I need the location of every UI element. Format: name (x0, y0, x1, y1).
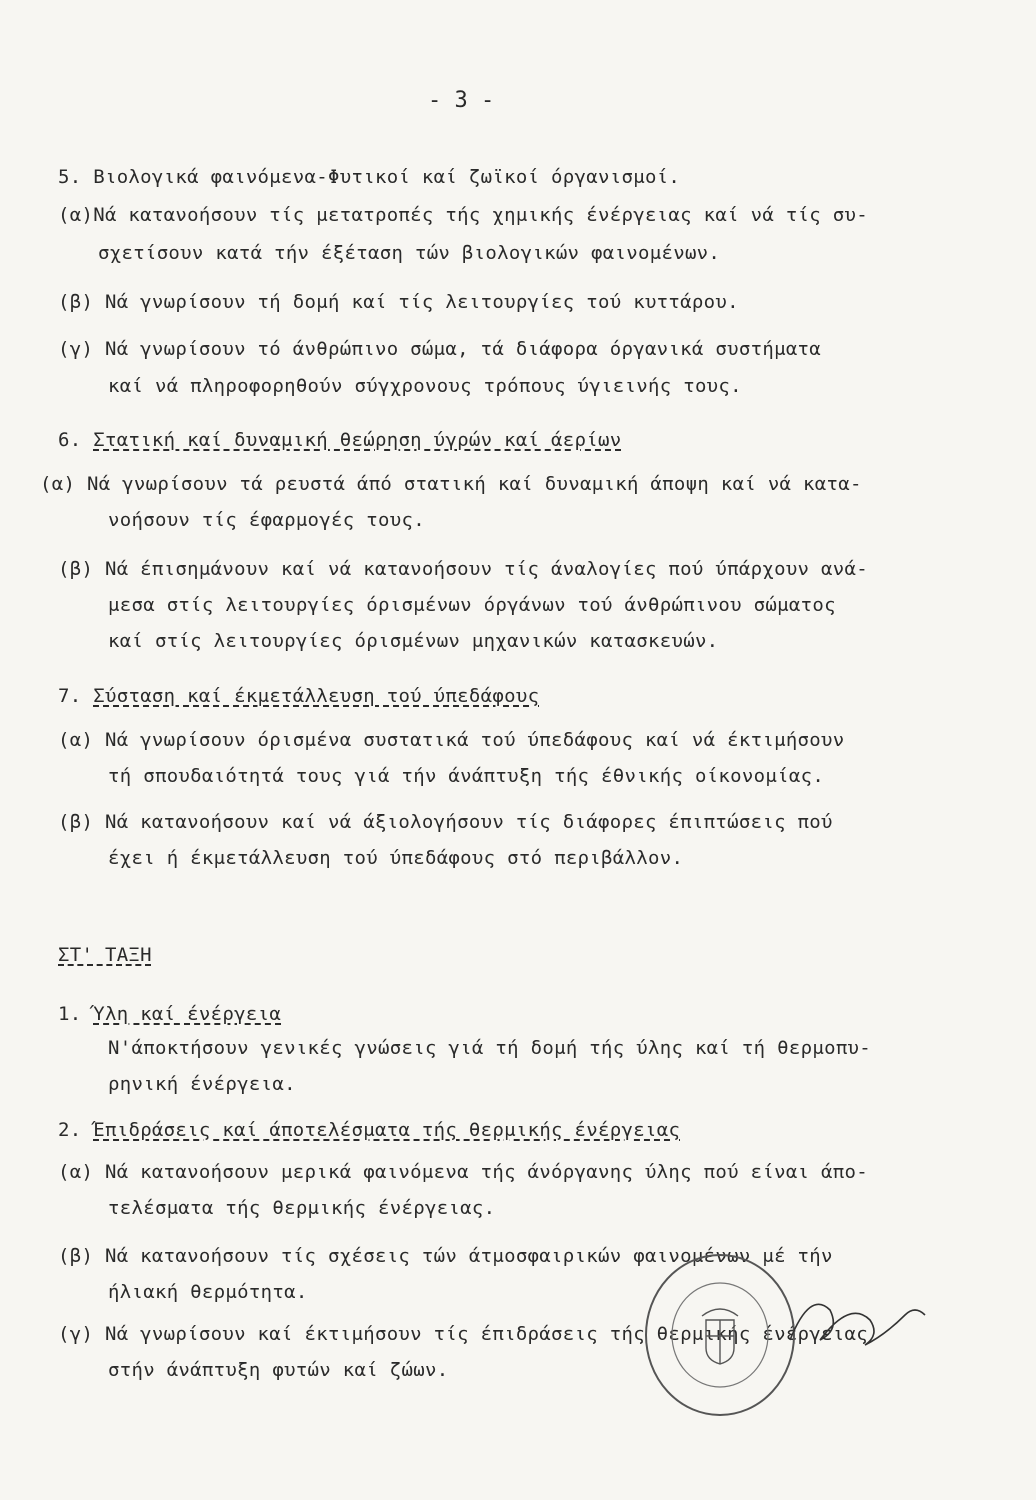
section-6-item-b-line2: μεσα στίς λειτουργίες όρισμένων όργάνων τού άνθρώπινου σώματος (108, 594, 836, 616)
section-7-heading: 7. Σύσταση καί έκμετάλλευση τού ύπεδάφους (58, 685, 540, 707)
section-7-item-a-line1: (α) Νά γνωρίσουν όρισμένα συστατικά τού ύπεδάφους καί νά έκτιμήσουν (58, 729, 845, 751)
section-5-item-c-line1: (γ) Νά γνωρίσουν τό άνθρώπινο σώμα, τά διάφορα όργανικά συστήματα (58, 338, 822, 360)
grade-section-2-item-a-line2: τελέσματα τής θερμικής ένέργειας. (108, 1197, 496, 1219)
section-5-heading: 5. Βιολογικά φαινόμενα-Φυτικοί καί ζωϊκοί όργανισμοί. (58, 166, 681, 188)
section-6-item-a-line1: (α) Νά γνωρίσουν τά ρευστά άπό στατική καί δυναμική άποψη καί νά κατα- (40, 473, 862, 495)
section-6-item-b-line1: (β) Νά έπισημάνουν καί νά κατανοήσουν τίς άναλογίες πού ύπάρχουν ανά- (58, 558, 868, 580)
section-6-heading: 6. Στατική καί δυναμική θεώρηση ύγρών καί άερίων (58, 429, 622, 451)
section-5-item-a-line2: σχετίσουν κατά τήν έξέταση τών βιολογικών φαινομένων. (98, 242, 721, 264)
grade-section-1-text-line2: ρηνική ένέργεια. (108, 1073, 296, 1095)
section-5-item-c-line2: καί νά πληροφορηθούν σύγχρονους τρόπους ύγιεινής τους. (108, 375, 742, 397)
section-5-item-b: (β) Νά γνωρίσουν τή δομή καί τίς λειτουργίες τού κυττάρου. (58, 291, 739, 313)
grade-section-2-item-a-line1: (α) Νά κατανοήσουν μερικά φαινόμενα τής άνόργανης ύλης πού είναι άπο- (58, 1161, 868, 1183)
section-6-item-a-line2: νοήσουν τίς έφαρμογές τους. (108, 509, 425, 531)
grade-section-1-heading: 1. Ύλη καί ένέργεια (58, 1003, 282, 1025)
section-6-item-b-line3: καί στίς λειτουργίες όρισμένων μηχανικών κατασκευών. (108, 630, 719, 652)
grade-section-2-item-b-line1: (β) Νά κατανοήσουν τίς σχέσεις τών άτμοσφαιρικών φαινομένων μέ τήν (58, 1245, 833, 1267)
section-7-item-b-line2: έχει ή έκμετάλλευση τού ύπεδάφους στό περιβάλλον. (108, 847, 684, 869)
page-number: - 3 - (428, 88, 495, 113)
grade-section-2-heading: 2. Έπιδράσεις καί άποτελέσματα τής θερμικής ένέργειας (58, 1119, 681, 1141)
grade-section-2-item-c-line1: (γ) Νά γνωρίσουν καί έκτιμήσουν τίς έπιδράσεις τής θερμικής ένέργειας (58, 1323, 868, 1345)
section-7-item-a-line2: τή σπουδαιότητά τους γιά τήν άνάπτυξη τής έθνικής οίκονομίας. (108, 765, 825, 787)
grade-section-1-text-line1: Ν'άποκτήσουν γενικές γνώσεις γιά τή δομή τής ύλης καί τή θερμοπυ- (108, 1037, 872, 1059)
section-5-item-a-line1: (α)Νά κατανοήσουν τίς μετατροπές τής χημικής ένέργειας καί νά τίς συ- (58, 204, 868, 226)
grade-heading: ΣΤ' ΤΑΞΗ (58, 944, 152, 966)
signature (770, 1270, 950, 1370)
grade-section-2-item-b-line2: ήλιακή θερμότητα. (108, 1281, 308, 1303)
section-7-item-b-line1: (β) Νά κατανοήσουν καί νά άξιολογήσουν τίς διάφορες έπιπτώσεις πού (58, 811, 833, 833)
grade-section-2-item-c-line2: στήν άνάπτυξη φυτών καί ζώων. (108, 1359, 449, 1381)
